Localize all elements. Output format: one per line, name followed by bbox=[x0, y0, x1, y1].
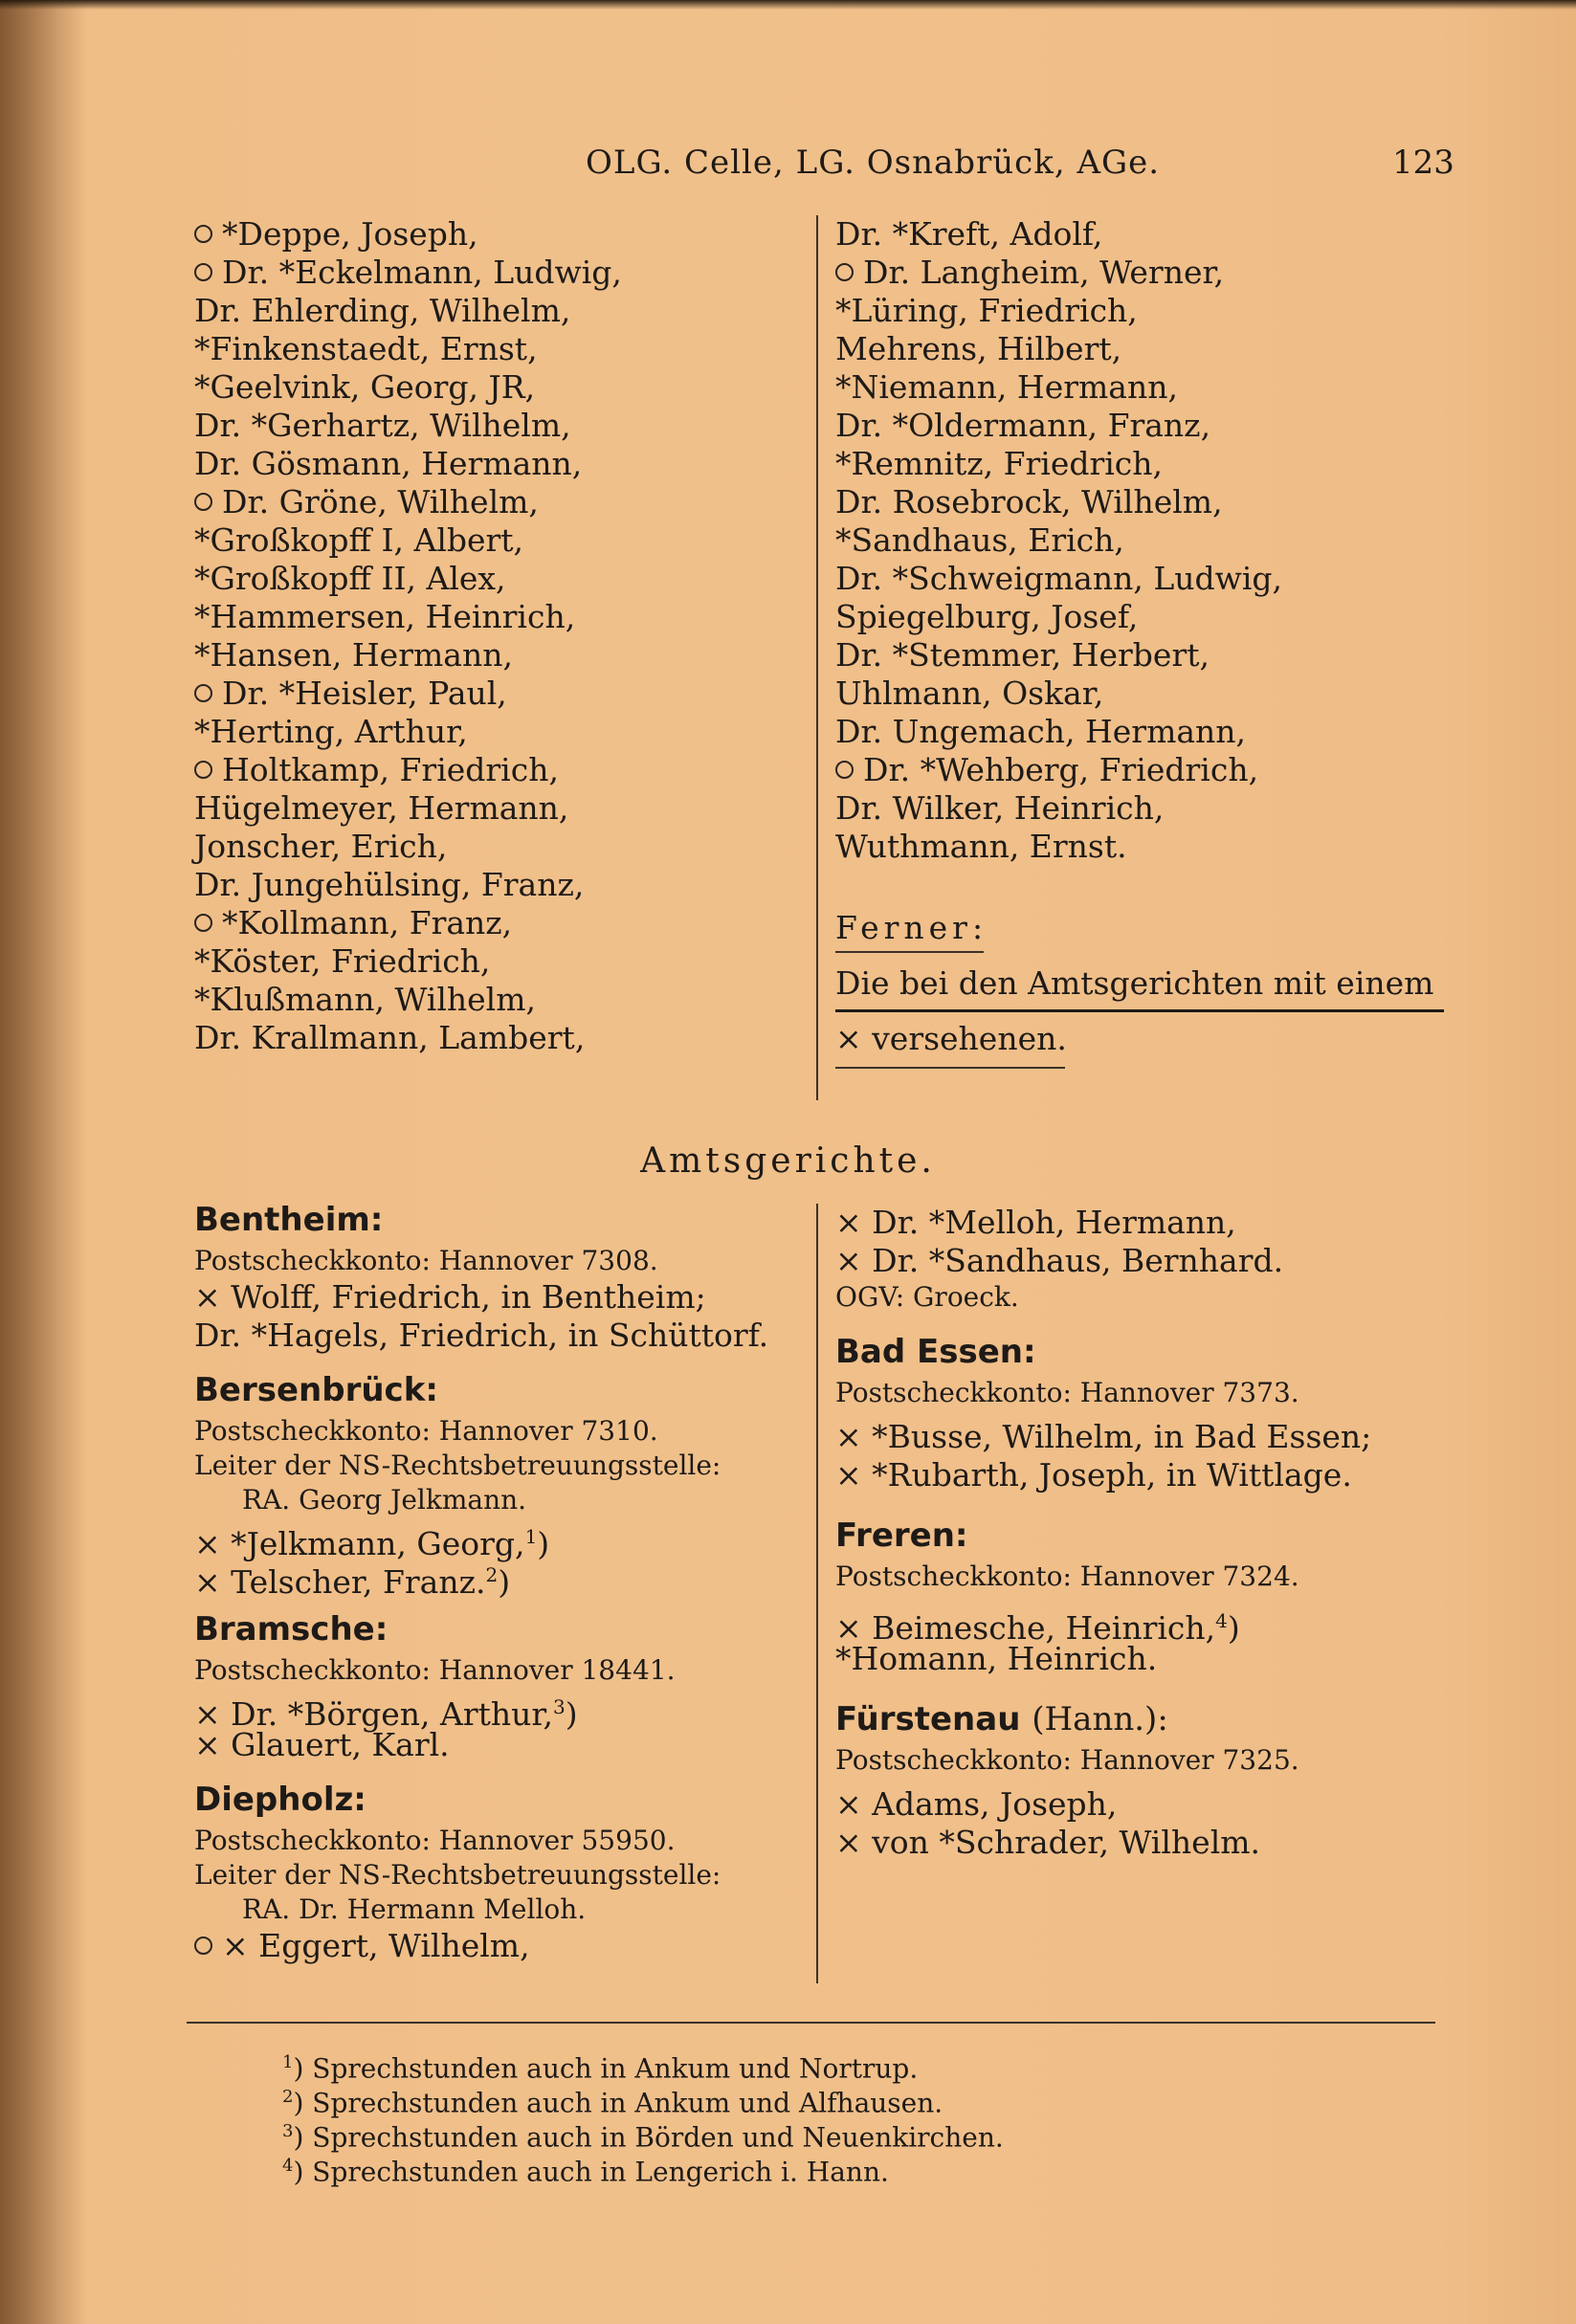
konto-bentheim: Postscheckkonto: Hannover 7308. bbox=[194, 1245, 658, 1276]
ogv-diepholz: OGV: Groeck. bbox=[835, 1281, 1019, 1313]
lawyer-name: Uhlmann, Oskar, bbox=[835, 675, 1104, 712]
lawyer-entry bbox=[835, 560, 1467, 598]
lawyer-entry bbox=[194, 483, 797, 521]
entry-bramsche-1 bbox=[194, 1688, 807, 1733]
lawyer-entry bbox=[194, 866, 797, 904]
ferner-underline bbox=[835, 951, 984, 953]
lawyer-entry bbox=[194, 751, 797, 789]
footnote-number: 4 bbox=[282, 2156, 294, 2176]
lawyer-name: Jonscher, Erich, bbox=[194, 828, 448, 865]
lawyer-name: *Klußmann, Wilhelm, bbox=[194, 981, 537, 1018]
footnote-3 bbox=[282, 2114, 1004, 2154]
lawyer-entry bbox=[194, 636, 797, 675]
konto-diepholz: Postscheckkonto: Hannover 55950. bbox=[194, 1825, 676, 1856]
lawyer-name: Wuthmann, Ernst. bbox=[835, 828, 1127, 865]
circle-mark-icon bbox=[194, 684, 212, 702]
lawyer-name: Hügelmeyer, Hermann, bbox=[194, 789, 569, 827]
entry-text: × *Jelkmann, Georg, bbox=[194, 1525, 525, 1562]
lawyer-name: Dr. Gröne, Wilhelm, bbox=[222, 483, 539, 520]
lawyer-name: Dr. Langheim, Werner, bbox=[863, 254, 1225, 291]
court-title-bad-essen: Bad Essen: bbox=[835, 1333, 1036, 1371]
lawyer-name: *Großkopff I, Albert, bbox=[194, 521, 524, 559]
entry-diepholz-1 bbox=[194, 1927, 807, 1965]
entry-text: × Dr. *Börgen, Arthur, bbox=[194, 1695, 554, 1733]
amtsgerichte-heading: Amtsgerichte. bbox=[640, 1141, 936, 1181]
footnote-ref: 2 bbox=[485, 1563, 499, 1586]
circle-mark-icon bbox=[194, 914, 212, 932]
leiter-name-bersenbrueck: RA. Georg Jelkmann. bbox=[242, 1484, 527, 1516]
circle-mark-icon bbox=[194, 761, 212, 779]
column-divider-top bbox=[816, 215, 818, 1100]
entry-freren-2: *Homann, Heinrich. bbox=[835, 1640, 1158, 1677]
lawyer-name: *Hammersen, Heinrich, bbox=[194, 598, 576, 635]
footnote-ref-paren: ) bbox=[537, 1525, 550, 1562]
circle-mark-icon bbox=[835, 761, 854, 779]
entry-text: × Telscher, Franz. bbox=[194, 1563, 486, 1601]
lawyer-entry bbox=[194, 675, 797, 713]
footnote-ref: 4 bbox=[1215, 1609, 1228, 1632]
entry-bentheim-2: Dr. *Hagels, Friedrich, in Schüttorf. bbox=[194, 1317, 769, 1354]
lawyer-entry bbox=[835, 330, 1467, 368]
lawyer-name: *Herting, Arthur, bbox=[194, 713, 468, 750]
konto-freren: Postscheckkonto: Hannover 7324. bbox=[835, 1560, 1299, 1592]
footnote-4 bbox=[282, 2149, 889, 2188]
lawyer-entry bbox=[194, 789, 797, 828]
lawyer-name: Dr. *Wehberg, Friedrich, bbox=[863, 751, 1259, 788]
lawyer-entry bbox=[194, 828, 797, 866]
lawyer-entry bbox=[194, 1019, 797, 1057]
lawyer-entry bbox=[194, 368, 797, 407]
konto-bramsche: Postscheckkonto: Hannover 18441. bbox=[194, 1654, 676, 1686]
footnote-ref: 3 bbox=[553, 1695, 566, 1718]
lawyer-entry bbox=[835, 368, 1467, 407]
court-title-bersenbrueck: Bersenbrück: bbox=[194, 1371, 438, 1409]
page-number: 123 bbox=[1392, 144, 1454, 182]
footnote-1 bbox=[282, 2046, 919, 2085]
circle-mark-icon bbox=[194, 1937, 212, 1955]
lawyer-name: Dr. *Kreft, Adolf, bbox=[835, 215, 1103, 253]
court-title-bramsche: Bramsche: bbox=[194, 1610, 388, 1649]
lawyer-name: *Sandhaus, Erich, bbox=[835, 521, 1124, 559]
ferner-text-line2: × versehenen. bbox=[835, 1020, 1067, 1057]
lawyer-name: Dr. Rosebrock, Wilhelm, bbox=[835, 483, 1223, 520]
column-divider-bottom bbox=[816, 1204, 818, 1983]
lawyer-entry bbox=[194, 215, 797, 254]
circle-mark-icon bbox=[194, 263, 212, 281]
courts-left-column bbox=[194, 1196, 807, 1965]
circle-mark-icon bbox=[194, 493, 212, 511]
lawyer-name: Dr. *Gerhartz, Wilhelm, bbox=[194, 407, 571, 444]
lawyer-entry bbox=[835, 254, 1467, 292]
footnote-number: 3 bbox=[282, 2121, 294, 2141]
lawyer-name: Dr. Gösmann, Hermann, bbox=[194, 445, 583, 482]
lawyer-name: Dr. Ehlerding, Wilhelm, bbox=[194, 292, 571, 329]
lawyer-name: *Remnitz, Friedrich, bbox=[835, 445, 1164, 482]
lawyer-entry bbox=[194, 407, 797, 445]
entry-bad-essen-2: × *Rubarth, Joseph, in Wittlage. bbox=[835, 1456, 1352, 1494]
entry-bad-essen-1: × *Busse, Wilhelm, in Bad Essen; bbox=[835, 1418, 1372, 1455]
lawyer-list-left bbox=[194, 215, 797, 1057]
ferner-rule-short bbox=[835, 1067, 1065, 1069]
court-title-diepholz: Diepholz: bbox=[194, 1781, 366, 1819]
lawyer-name: *Hansen, Hermann, bbox=[194, 636, 513, 674]
footnote-ref: 1 bbox=[524, 1525, 538, 1548]
entry-fuerstenau-2: × von *Schrader, Wilhelm. bbox=[835, 1824, 1261, 1861]
lawyer-entry bbox=[194, 445, 797, 483]
lawyer-name: Dr. *Eckelmann, Ludwig, bbox=[222, 254, 622, 291]
footnote-ref-paren: ) bbox=[498, 1563, 511, 1601]
running-title: OLG. Celle, LG. Osnabrück, AGe. bbox=[586, 144, 1161, 182]
footnote-ref-paren: ) bbox=[565, 1695, 578, 1733]
court-name-suffix: (Hann.): bbox=[1032, 1700, 1168, 1738]
lawyer-entry bbox=[835, 215, 1467, 254]
lawyer-entry bbox=[194, 560, 797, 598]
lawyer-entry bbox=[194, 598, 797, 636]
lawyer-entry bbox=[194, 254, 797, 292]
entry-diepholz-3: × Dr. *Sandhaus, Bernhard. bbox=[835, 1242, 1284, 1279]
page-edge-shadow bbox=[0, 0, 1576, 10]
lawyer-name: Dr. *Schweigmann, Ludwig, bbox=[835, 560, 1283, 597]
entry-diepholz-2: × Dr. *Melloh, Hermann, bbox=[835, 1204, 1236, 1241]
lawyer-name: *Deppe, Joseph, bbox=[222, 215, 478, 253]
lawyer-name: Dr. Jungehülsing, Franz, bbox=[194, 866, 585, 903]
lawyer-name: *Finkenstaedt, Ernst, bbox=[194, 330, 538, 367]
ferner-note bbox=[835, 909, 1448, 1058]
court-name: Fürstenau bbox=[835, 1700, 1021, 1738]
lawyer-entry bbox=[835, 483, 1467, 521]
ferner-label: Ferner: bbox=[835, 909, 988, 946]
entry-text: × Beimesche, Heinrich, bbox=[835, 1609, 1216, 1647]
leiter-diepholz: Leiter der NS-Rechtsbetreuungsstelle: bbox=[194, 1859, 721, 1891]
lawyer-entry bbox=[194, 981, 797, 1019]
ferner-rule bbox=[835, 1009, 1444, 1012]
lawyer-entry bbox=[194, 330, 797, 368]
lawyer-name: Dr. Krallmann, Lambert, bbox=[194, 1019, 586, 1056]
lawyer-entry bbox=[835, 407, 1467, 445]
lawyer-entry bbox=[835, 751, 1467, 789]
lawyer-entry bbox=[835, 789, 1467, 828]
lawyer-name: Spiegelburg, Josef, bbox=[835, 598, 1139, 635]
lawyer-name: *Großkopff II, Alex, bbox=[194, 560, 506, 597]
footnote-ref-paren: ) bbox=[1227, 1609, 1240, 1647]
footnote-text: ) Sprechstunden auch in Ankum und Alfhausen. bbox=[293, 2087, 943, 2119]
lawyer-entry bbox=[835, 445, 1467, 483]
lawyer-name: Mehrens, Hilbert, bbox=[835, 330, 1122, 367]
lawyer-entry bbox=[835, 675, 1467, 713]
entry-bramsche-2: × Glauert, Karl. bbox=[194, 1726, 450, 1763]
circle-mark-icon bbox=[835, 263, 854, 281]
courts-right-column bbox=[835, 1204, 1467, 1862]
lawyer-entry bbox=[194, 904, 797, 942]
lawyer-name: Dr. Ungemach, Hermann, bbox=[835, 713, 1247, 750]
entry-text: × Eggert, Wilhelm, bbox=[222, 1927, 530, 1964]
lawyer-name: *Köster, Friedrich, bbox=[194, 942, 491, 980]
court-title-bentheim: Bentheim: bbox=[194, 1201, 384, 1239]
entry-freren-1 bbox=[835, 1602, 1467, 1647]
leiter-name-diepholz: RA. Dr. Hermann Melloh. bbox=[242, 1893, 587, 1925]
lawyer-name: Holtkamp, Friedrich, bbox=[222, 751, 559, 788]
konto-bersenbrueck: Postscheckkonto: Hannover 7310. bbox=[194, 1415, 658, 1447]
lawyer-name: *Niemann, Hermann, bbox=[835, 368, 1178, 406]
entry-fuerstenau-1: × Adams, Joseph, bbox=[835, 1785, 1118, 1823]
lawyer-entry bbox=[194, 521, 797, 560]
footnote-2 bbox=[282, 2080, 943, 2119]
lawyer-name: Dr. Wilker, Heinrich, bbox=[835, 789, 1165, 827]
entry-bentheim-1: × Wolff, Friedrich, in Bentheim; bbox=[194, 1278, 706, 1316]
footnote-number: 2 bbox=[282, 2087, 294, 2107]
lawyer-entry bbox=[835, 636, 1467, 675]
footnote-text: ) Sprechstunden auch in Börden und Neuenkirchen. bbox=[293, 2121, 1004, 2154]
footnote-number: 1 bbox=[282, 2052, 294, 2072]
konto-bad-essen: Postscheckkonto: Hannover 7373. bbox=[835, 1377, 1299, 1408]
konto-fuerstenau: Postscheckkonto: Hannover 7325. bbox=[835, 1744, 1299, 1776]
footnote-text: ) Sprechstunden auch in Lengerich i. Hann. bbox=[293, 2156, 889, 2188]
lawyer-name: *Geelvink, Georg, JR, bbox=[194, 368, 536, 406]
lawyer-entry bbox=[194, 292, 797, 330]
footnote-separator bbox=[187, 2022, 1435, 2024]
lawyer-name: Dr. *Stemmer, Herbert, bbox=[835, 636, 1210, 674]
lawyer-entry bbox=[835, 598, 1467, 636]
lawyer-name: *Lüring, Friedrich, bbox=[835, 292, 1138, 329]
running-header bbox=[0, 144, 1576, 191]
lawyer-name: Dr. *Oldermann, Franz, bbox=[835, 407, 1211, 444]
lawyer-name: *Kollmann, Franz, bbox=[222, 904, 513, 941]
lawyer-list-right bbox=[835, 215, 1467, 866]
lawyer-entry bbox=[194, 713, 797, 751]
lawyer-entry bbox=[194, 942, 797, 981]
leiter-bersenbrueck: Leiter der NS-Rechtsbetreuungsstelle: bbox=[194, 1450, 721, 1481]
ferner-text-line1: Die bei den Amtsgerichten mit einem bbox=[835, 964, 1434, 1002]
court-title-fuerstenau bbox=[835, 1695, 1467, 1743]
lawyer-entry bbox=[835, 828, 1467, 866]
court-title-freren: Freren: bbox=[835, 1516, 968, 1555]
lawyer-name: Dr. *Heisler, Paul, bbox=[222, 675, 507, 712]
circle-mark-icon bbox=[194, 225, 212, 243]
footnote-text: ) Sprechstunden auch in Ankum und Nortrup. bbox=[293, 2052, 919, 2085]
lawyer-entry bbox=[835, 521, 1467, 560]
entry-bersenbrueck-2 bbox=[194, 1556, 807, 1601]
lawyer-entry bbox=[835, 292, 1467, 330]
entry-bersenbrueck-1 bbox=[194, 1517, 807, 1562]
lawyer-entry bbox=[835, 713, 1467, 751]
